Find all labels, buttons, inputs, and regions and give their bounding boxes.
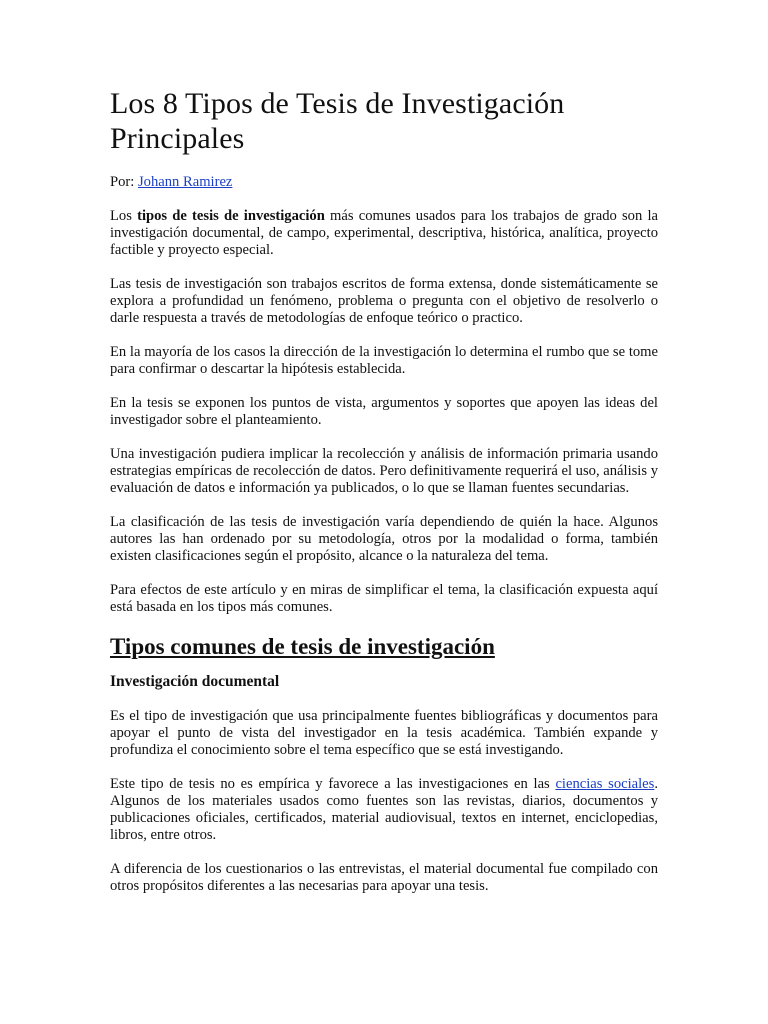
paragraph-scope: Para efectos de este artículo y en miras de simplificar el tema, la clasificación expuesta aquí está basada en los tipos más comunes.: [110, 582, 658, 615]
intro-text-start: Los: [110, 208, 138, 224]
documental-text-start: Este tipo de tesis no es empírica y favorece a las investigaciones en las: [110, 776, 556, 792]
intro-paragraph: [110, 208, 658, 259]
author-link[interactable]: Johann Ramirez: [137, 174, 233, 190]
byline: [110, 174, 658, 191]
paragraph-documental-definition: Es el tipo de investigación que usa principalmente fuentes bibliográficas y documentos para apoyar el punto de vista del investigador en la tesis académica. También expande y profundiza el conocimiento sobre el tema específico que se está investigando.: [110, 708, 658, 758]
paragraph-direction: En la mayoría de los casos la dirección de la investigación lo determina el rumbo que se tome para confirmar o descartar la hipótesis establecida.: [110, 344, 658, 377]
documental-text-end: . Algunos de los materiales usados como fuentes son las revistas, diarios, documentos y publicaciones oficiales, certificados, material audiovisual, textos en internet, enciclopedias, libros, entre otros.: [110, 776, 658, 843]
subsection-heading: Investigación documental: [110, 673, 280, 690]
intro-bold-term: tipos de tesis de investigación: [137, 208, 325, 224]
paragraph-documental-difference: A diferencia de los cuestionarios o las entrevistas, el material documental fue compilado con otros propósitos diferentes a las necesarias para apoyar una tesis.: [110, 861, 658, 894]
article-title: Los 8 Tipos de Tesis de Investigación Principales: [110, 87, 565, 155]
byline-prefix: Por:: [110, 174, 138, 190]
section-heading: Tipos comunes de tesis de investigación: [110, 634, 495, 659]
paragraph-documental-sources: [110, 776, 658, 844]
paragraph-definition: Las tesis de investigación son trabajos escritos de forma extensa, donde sistemáticamente se explora a profundidad un fenómeno, problema o pregunta con el objetivo de resolverlo o darle respuesta a través de metodologías de enfoque teórico o practico.: [110, 276, 658, 326]
paragraph-sources: Una investigación pudiera implicar la recolección y análisis de información primaria usando estrategias empíricas de recolección de datos. Pero definitivamente requerirá el uso, análisis y evaluación de datos e información ya publicados, o lo que se llaman fuentes secundarias.: [110, 446, 658, 496]
ciencias-sociales-link[interactable]: ciencias sociales: [555, 776, 655, 792]
paragraph-classification: La clasificación de las tesis de investigación varía dependiendo de quién la hace. Algunos autores las han ordenado por su metodología, otros por la modalidad o forma, también existen clasificaciones según el propósito, alcance o la naturaleza del tema.: [110, 514, 658, 564]
intro-text-end: más comunes usados para los trabajos de grado son la investigación documental, de campo, experimental, descriptiva, histórica, analítica, proyecto factible y proyecto especial.: [110, 208, 658, 258]
paragraph-viewpoints: En la tesis se exponen los puntos de vista, argumentos y soportes que apoyen las ideas del investigador sobre el planteamiento.: [110, 395, 658, 428]
